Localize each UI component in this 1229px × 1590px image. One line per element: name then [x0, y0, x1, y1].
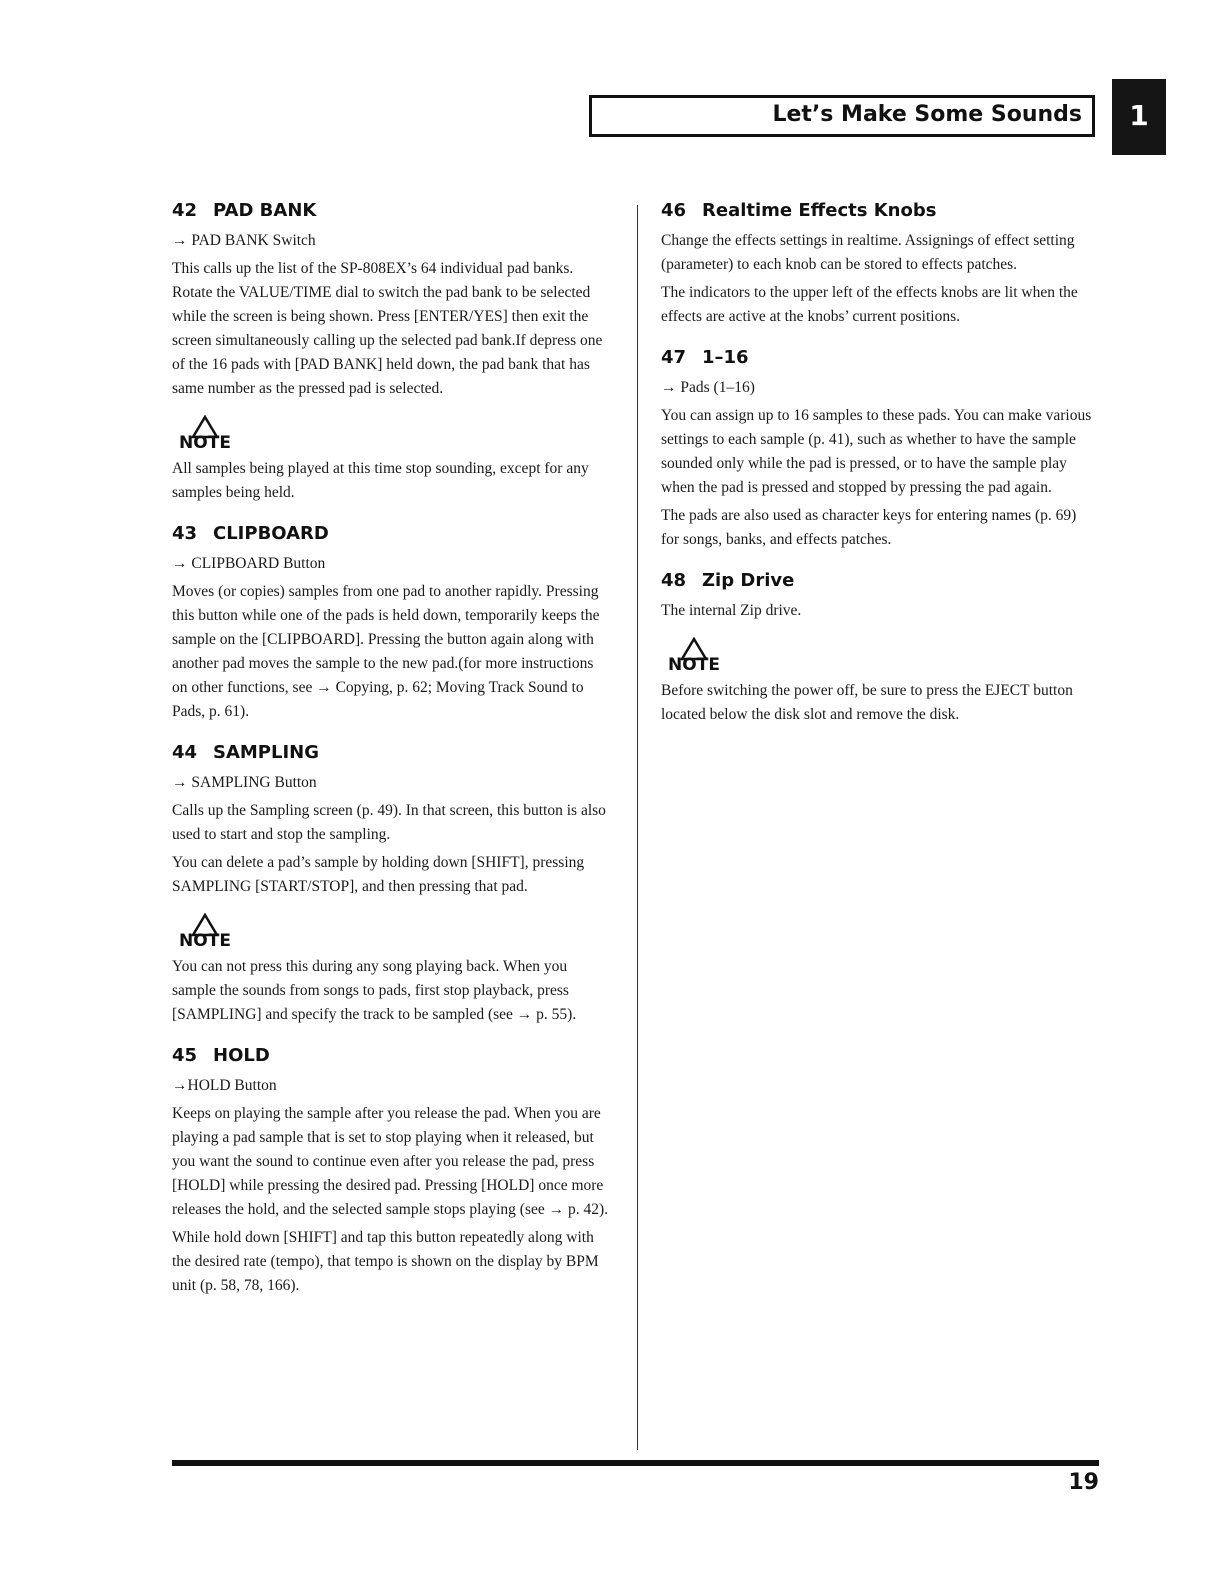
paragraph: This calls up the list of the SP-808EX’s 64 individual pad banks. Rotate the VALUE/TIME dial to switch the pad bank to be selected while the screen is being shown. Press [ENTER/YES] then exit the screen simultaneously calling up the selected pad bank.If depress one of the 16 pads with [PAD BANK] held down, the pad bank that has same number as the pressed pad is selected. [172, 260, 603, 397]
section-number: 42 [172, 200, 198, 221]
section-number: 45 [172, 1045, 198, 1066]
section-43 [172, 523, 612, 724]
chapter-number: 1 [1129, 99, 1149, 132]
section-47 [661, 347, 1093, 552]
paragraph: The indicators to the upper left of the effects knobs are lit when the effects are active at the knobs’ current positions. [661, 284, 1078, 325]
section-48 [661, 570, 1093, 727]
page-number: 19 [1068, 1470, 1099, 1495]
cross-reference: → CLIPBOARD Button [172, 555, 326, 572]
note-text: Before switching the power off, be sure to press the EJECT button located below the disk slot and remove the disk. [661, 682, 1073, 723]
cross-reference: → SAMPLING Button [172, 774, 317, 791]
column-divider [637, 205, 638, 1450]
section-heading [172, 1045, 612, 1066]
paragraph: Change the effects settings in realtime. Assignings of effect setting (parameter) to each knob can be stored to effects patches. [661, 232, 1075, 273]
section-heading [172, 200, 612, 221]
section-title: 1–16 [702, 347, 749, 368]
running-header [589, 95, 1095, 137]
cross-reference: → Pads (1–16) [661, 379, 755, 396]
section-title: Zip Drive [702, 570, 795, 591]
section-title: HOLD [213, 1045, 270, 1066]
section-heading [172, 742, 612, 763]
note-icon [174, 415, 236, 455]
section-heading [661, 200, 1093, 221]
section-number: 47 [661, 347, 687, 368]
paragraph: While hold down [SHIFT] and tap this button repeatedly along with the desired rate (tempo), that tempo is shown on the display by BPM unit (p. 58, 78, 166). [172, 1229, 599, 1294]
footer-rule [172, 1460, 1099, 1466]
note-icon [663, 637, 725, 677]
section-42 [172, 200, 612, 505]
section-number: 48 [661, 570, 687, 591]
section-heading [661, 570, 1093, 591]
note-icon-label: NOTE [179, 433, 231, 453]
paragraph: The internal Zip drive. [661, 602, 802, 619]
note-icon-label: NOTE [668, 655, 720, 675]
paragraph: You can assign up to 16 samples to these pads. You can make various settings to each sample (p. 41), such as whether to have the sample sounded only while the pad is pressed, or to have the sample play when the pad is pressed and stopped by pressing the pad again. [661, 407, 1092, 496]
section-heading [661, 347, 1093, 368]
section-heading [172, 523, 612, 544]
cross-reference: →HOLD Button [172, 1077, 277, 1094]
note-icon [174, 913, 236, 953]
note-icon-label: NOTE [179, 931, 231, 951]
cross-reference: → PAD BANK Switch [172, 232, 316, 249]
chapter-tab [1112, 79, 1166, 155]
left-column [172, 200, 612, 1316]
paragraph: The pads are also used as character keys for entering names (p. 69) for songs, banks, and effects patches. [661, 507, 1077, 548]
section-title: CLIPBOARD [213, 523, 329, 544]
running-header-title: Let’s Make Some Sounds [772, 102, 1082, 127]
paragraph: Keeps on playing the sample after you release the pad. When you are playing a pad sample that is set to stop playing when it released, but you want the sound to continue even after you release the pad, press [HOLD] while pressing the desired pad. Pressing [HOLD] once more releases the hold, and the selected sample stops playing (see → p. 42). [172, 1105, 609, 1218]
right-column [661, 200, 1093, 745]
section-45 [172, 1045, 612, 1298]
section-number: 46 [661, 200, 687, 221]
section-number: 44 [172, 742, 198, 763]
paragraph: Moves (or copies) samples from one pad to another rapidly. Pressing this button while one of the pads is held down, temporarily keeps the sample on the [CLIPBOARD]. Pressing the button again along with another pad moves the sample to the new pad.(for more instructions on other functions, see → Copying, p. 62; Moving Track Sound to Pads, p. 61). [172, 583, 600, 720]
paragraph: Calls up the Sampling screen (p. 49). In that screen, this button is also used to start and stop the sampling. [172, 802, 606, 843]
section-title: Realtime Effects Knobs [702, 200, 937, 221]
section-title: SAMPLING [213, 742, 320, 763]
note-text: You can not press this during any song playing back. When you sample the sounds from songs to pads, first stop playback, press [SAMPLING] and specify the track to be sampled (see → p. 55). [172, 958, 577, 1023]
section-number: 43 [172, 523, 198, 544]
note-text: All samples being played at this time stop sounding, except for any samples being held. [172, 460, 589, 501]
section-46 [661, 200, 1093, 329]
paragraph: You can delete a pad’s sample by holding down [SHIFT], pressing SAMPLING [START/STOP], and then pressing that pad. [172, 854, 585, 895]
section-44 [172, 742, 612, 1027]
section-title: PAD BANK [213, 200, 317, 221]
